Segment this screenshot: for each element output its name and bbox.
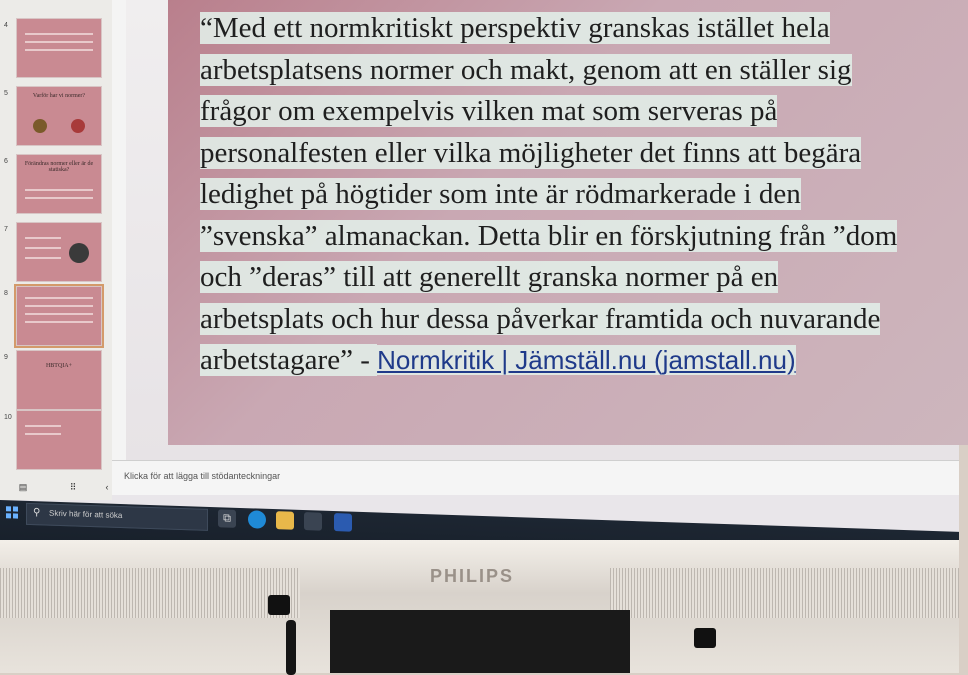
vertical-ruler	[112, 0, 127, 460]
quote-line: ledighet på högtider som inte är rödmarkerade i den	[200, 178, 801, 210]
slide-number: 8	[4, 290, 8, 297]
speaker-grille-left	[0, 568, 300, 618]
quote-line: “Med ett normkritiskt perspektiv granskas istället hela	[200, 12, 830, 44]
quote-line: personalfesten eller vilka möjligheter det finns att begära	[200, 136, 862, 169]
edge-browser-icon[interactable]	[248, 510, 266, 529]
quote-line: arbetsplatsens normer och makt, genom att en ställer sig	[200, 53, 852, 86]
slide-thumbnail-4[interactable]	[16, 18, 102, 78]
slide-thumbnail-8[interactable]	[16, 286, 102, 346]
slide-thumbnail-5[interactable]	[16, 86, 102, 146]
slide-thumbnail-panel	[0, 0, 113, 490]
collapse-chevron-icon[interactable]: ‹	[105, 482, 109, 492]
monitor-button-right	[694, 628, 716, 648]
task-view-icon[interactable]: ⧉	[218, 509, 236, 528]
quote-line: ”svenska” almanackan. Detta blir en förskjutning från ”dom	[200, 219, 898, 252]
monitor-stand	[330, 610, 630, 673]
taskbar-search-box[interactable]	[26, 503, 208, 531]
slide-number: 5	[4, 90, 8, 97]
slide-number: 4	[4, 22, 8, 29]
slide-number: 7	[4, 226, 8, 233]
slide-thumbnail-10[interactable]	[16, 410, 102, 470]
thumbnail-title: Varför har vi normer?	[32, 93, 86, 99]
slide-thumbnail-9[interactable]	[16, 350, 102, 410]
monitor-bezel	[0, 540, 959, 673]
start-button[interactable]	[6, 506, 18, 518]
outline-view-icon[interactable]: ▤	[18, 482, 28, 492]
speaker-grille-right	[610, 568, 959, 618]
quote-line: och ”deras” till att generellt granska normer på en	[200, 261, 779, 293]
slide-quote-text[interactable]	[200, 8, 960, 382]
search-icon: ⚲	[33, 507, 41, 519]
word-app-icon[interactable]	[334, 513, 352, 532]
slide-number: 6	[4, 158, 8, 165]
slide-thumbnail-7[interactable]	[16, 222, 102, 282]
slide-thumbnail-6[interactable]	[16, 154, 102, 214]
speaker-notes-pane[interactable]	[112, 460, 959, 495]
grid-view-icon[interactable]: ⠿	[69, 482, 77, 492]
notes-placeholder: Klicka för att lägga till stödanteckningar	[124, 471, 281, 481]
thumbnail-title: HBTQIA+	[45, 363, 73, 369]
panel-view-bar	[0, 478, 112, 500]
monitor-button-left	[268, 595, 290, 615]
cable	[286, 620, 296, 675]
thumbnail-title: Förändras normer eller är de statiska?	[24, 161, 94, 173]
source-link[interactable]: Normkritik | Jämställ.nu (jamstall.nu)	[377, 345, 796, 375]
slide-number: 9	[4, 354, 8, 361]
quote-line: frågor om exempelvis vilken mat som serveras på	[200, 95, 778, 127]
quote-line: arbetsplats och hur dessa påverkar framtida och nuvarande	[200, 302, 881, 335]
slide-number: 10	[4, 414, 12, 421]
monitor-brand-logo: PHILIPS	[430, 566, 515, 586]
quote-line: arbetstagare” -	[200, 344, 378, 376]
store-icon[interactable]	[304, 512, 322, 531]
search-placeholder: Skriv här för att söka	[49, 508, 123, 521]
file-explorer-icon[interactable]	[276, 511, 294, 530]
